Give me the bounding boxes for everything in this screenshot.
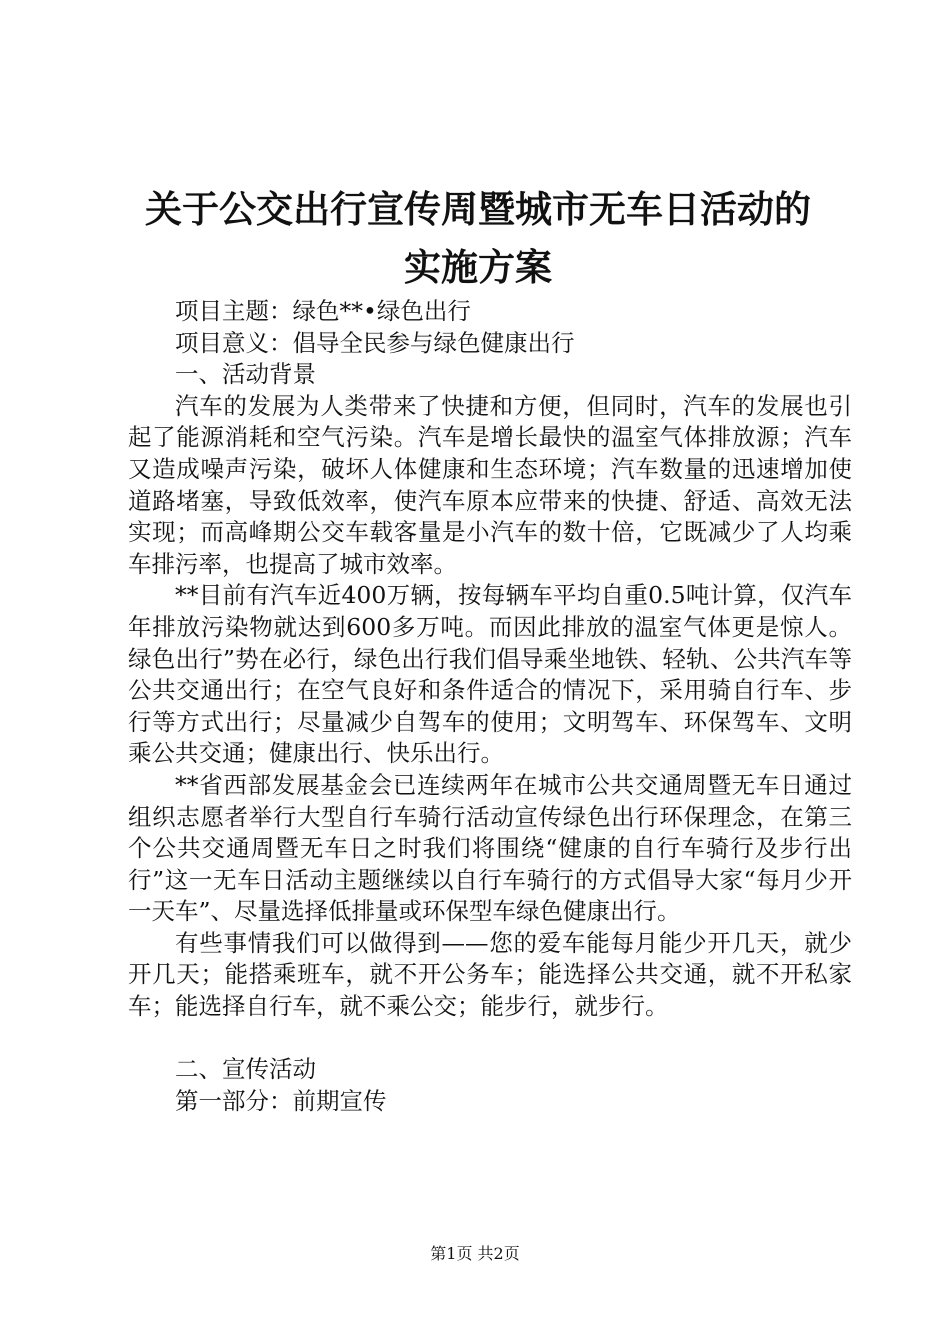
project-theme-line: 项目主题：绿色**•绿色出行 (175, 297, 471, 325)
section-heading-publicity: 二、宣传活动 (175, 1055, 316, 1084)
paragraph-spacer (128, 1023, 852, 1055)
document-body (128, 296, 852, 1117)
page-number-footer: 第1页 共2页 (430, 1244, 520, 1263)
document-title: 关于公交出行宣传周暨城市无车日活动的实施方案 (145, 187, 811, 289)
subsection-heading-part1: 第一部分：前期宣传 (175, 1086, 387, 1115)
paragraph: 汽车的发展为人类带来了快捷和方便，但同时，汽车的发展也引起了能源消耗和空气污染。汽车是增长最快的温室气体排放源；汽车又造成噪声污染，破坏人体健康和生态环境；汽车数量的迅速增加使道路堵塞，导致低效率，使汽车原本应带来的快捷、舒适、高效无法实现；而高峰期公交车载客量是小汽车的数十倍，它既减少了人均乘车排污率，也提高了城市效率。 (128, 391, 852, 578)
project-meaning-line: 项目意义：倡导全民参与绿色健康出行 (175, 328, 575, 357)
paragraph: 有些事情我们可以做得到——您的爱车能每月能少开几天，就少开几天；能搭乘班车，就不开公务车；能选择公共交通，就不开私家车；能选择自行车，就不乘公交；能步行，就步行。 (128, 928, 852, 1021)
section-heading-background: 一、活动背景 (175, 360, 316, 389)
paragraph: **省西部发展基金会已连续两年在城市公共交通周暨无车日通过组织志愿者举行大型自行车骑行活动宣传绿色出行环保理念，在第三个公共交通周暨无车日之时我们将围绕“健康的自行车骑行及步行出行”这一无车日活动主题继续以自行车骑行的方式倡导大家“每月少开一天车”、尽量选择低排量或环保型车绿色健康出行。 (128, 770, 852, 926)
paragraph: **目前有汽车近400万辆，按每辆车平均自重0.5吨计算，仅汽车年排放污染物就达到600多万吨。而因此排放的温室气体更是惊人。绿色出行”势在必行，绿色出行我们倡导乘坐地铁、轻轨、公共汽车等公共交通出行；在空气良好和条件适合的情况下，采用骑自行车、步行等方式出行；尽量减少自驾车的使用；文明驾车、环保驾车、文明乘公共交通；健康出行、快乐出行。 (128, 581, 852, 768)
